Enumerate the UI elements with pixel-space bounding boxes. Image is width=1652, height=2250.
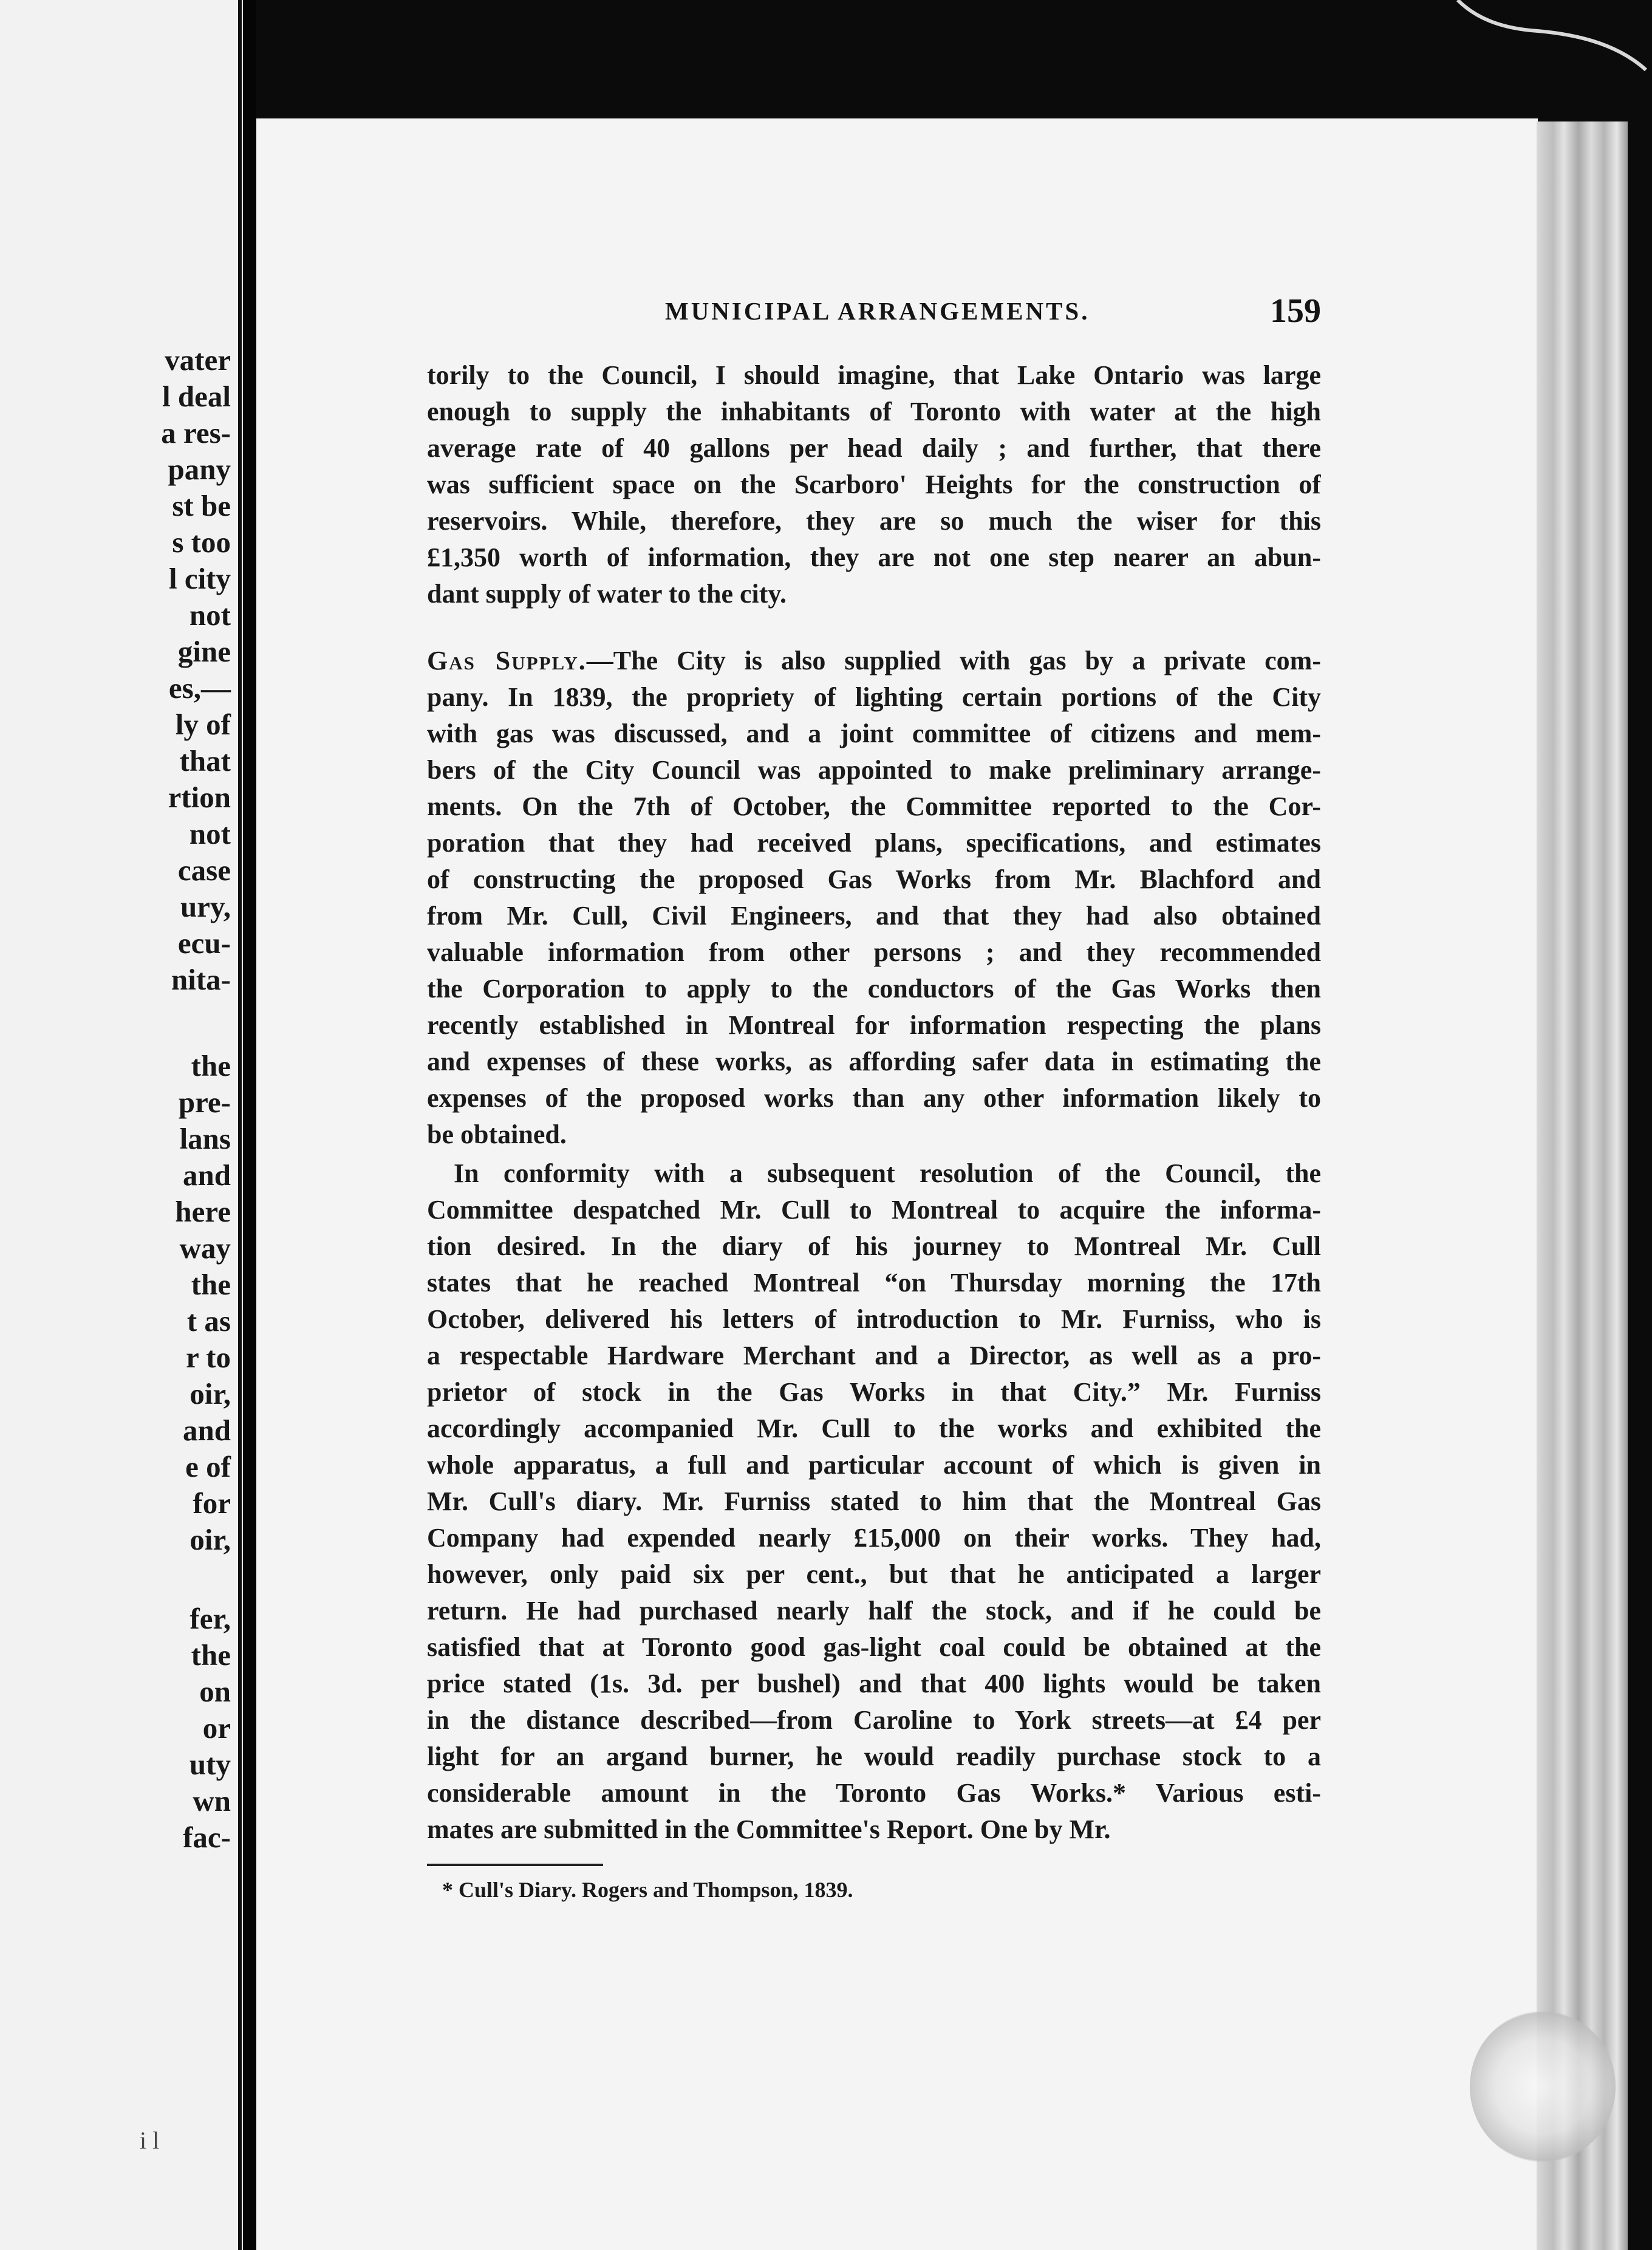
left-page-fragment: wn bbox=[193, 1784, 231, 1817]
text-line: Company had expended nearly £15,000 on their works. They had, bbox=[427, 1523, 1321, 1553]
left-page-fragment: for bbox=[193, 1486, 231, 1520]
text-line: Mr. Cull's diary. Mr. Furniss stated to him that the Montreal Gas bbox=[427, 1486, 1321, 1516]
paragraph-gas-supply bbox=[427, 643, 1321, 1153]
text-line: valuable information from other persons ; and they recommended bbox=[427, 937, 1321, 967]
text-line: with gas was discussed, and a joint committee of citizens and mem- bbox=[427, 719, 1321, 748]
text-line: poration that they had received plans, specifications, and estimates bbox=[427, 828, 1321, 858]
left-page-fragment: e of bbox=[185, 1450, 231, 1483]
text-line: in the distance described—from Caroline to York streets—at £4 per bbox=[427, 1705, 1321, 1735]
text-line: prietor of stock in the Gas Works in that City.” Mr. Furniss bbox=[427, 1377, 1321, 1407]
text-line: dant supply of water to the city. bbox=[427, 579, 787, 609]
text-line: ments. On the 7th of October, the Committee reported to the Cor- bbox=[427, 792, 1321, 821]
text-line: accordingly accompanied Mr. Cull to the works and exhibited the bbox=[427, 1414, 1321, 1443]
left-page-fragment: fac- bbox=[183, 1821, 231, 1854]
left-page-fragment: l deal bbox=[162, 380, 231, 413]
left-page-fragment: lans bbox=[179, 1122, 231, 1155]
text-line: considerable amount in the Toronto Gas Works.* Various esti- bbox=[427, 1778, 1321, 1808]
left-page-fragment: on bbox=[199, 1675, 231, 1708]
left-page-fragment: gine bbox=[177, 635, 231, 668]
text-line: average rate of 40 gallons per head daily ; and further, that there bbox=[427, 433, 1321, 463]
text-line: enough to supply the inhabitants of Toronto with water at the high bbox=[427, 397, 1321, 426]
text-line: bers of the City Council was appointed to make preliminary arrange- bbox=[427, 755, 1321, 785]
text-line: £1,350 worth of information, they are not one step nearer an abun- bbox=[427, 542, 1321, 572]
page-number: 159 bbox=[1270, 292, 1321, 330]
text-line: the Corporation to apply to the conductors of the Gas Works then bbox=[427, 974, 1321, 1004]
left-page-fragment: here bbox=[175, 1195, 231, 1228]
left-page-fragment: oir, bbox=[189, 1523, 231, 1556]
text-line: price stated (1s. 3d. per bushel) and that 400 lights would be taken bbox=[427, 1669, 1321, 1698]
text-line: of constructing the proposed Gas Works from Mr. Blachford and bbox=[427, 864, 1321, 894]
bottom-marks: i l bbox=[140, 2127, 160, 2154]
text-line: torily to the Council, I should imagine, that Lake Ontario was large bbox=[427, 360, 1321, 390]
text-line: satisfied that at Toronto good gas-light coal could be obtained at the bbox=[427, 1632, 1321, 1662]
left-page-fragment: l city bbox=[168, 562, 231, 595]
left-page-fragment: es,— bbox=[168, 671, 231, 705]
left-page-fragment: that bbox=[179, 744, 231, 778]
footnote: * Cull's Diary. Rogers and Thompson, 1839. bbox=[442, 1878, 853, 1902]
left-page-fragment: vater bbox=[165, 343, 231, 377]
paragraph-conformity bbox=[427, 1155, 1321, 1848]
text-line: light for an argand burner, he would readily purchase stock to a bbox=[427, 1742, 1321, 1771]
left-page-fragment: nita- bbox=[171, 963, 231, 996]
left-page-fragment: the bbox=[191, 1049, 231, 1082]
left-page-fragment: r to bbox=[186, 1341, 231, 1374]
left-page-fragment: not bbox=[189, 817, 231, 850]
text-line: pany. In 1839, the propriety of lighting certain portions of the City bbox=[427, 682, 1321, 712]
left-page-fragment: and bbox=[182, 1414, 231, 1447]
text-line: expenses of the proposed works than any other information likely to bbox=[427, 1083, 1321, 1113]
page-header bbox=[665, 292, 1321, 333]
left-page-fragment: the bbox=[191, 1268, 231, 1301]
left-page-fragment: ecu- bbox=[177, 926, 231, 960]
corner-scratch-mark bbox=[1452, 0, 1652, 73]
left-page-edge bbox=[238, 0, 242, 2250]
text-line: and expenses of these works, as affording safer data in estimating the bbox=[427, 1047, 1321, 1076]
text-line: Gas Supply.—The City is also supplied with gas by a private com- bbox=[427, 646, 1321, 675]
text-line: reservoirs. While, therefore, they are so much the wiser for this bbox=[427, 506, 1321, 536]
left-facing-page bbox=[0, 0, 243, 2250]
text-line: October, delivered his letters of introduction to Mr. Furniss, who is bbox=[427, 1304, 1321, 1334]
left-page-fragment: pre- bbox=[178, 1086, 231, 1119]
text-line: from Mr. Cull, Civil Engineers, and that they had also obtained bbox=[427, 901, 1321, 931]
left-page-fragment: and bbox=[182, 1158, 231, 1192]
left-page-fragment: way bbox=[179, 1231, 231, 1265]
left-page-fragment: fer, bbox=[189, 1602, 231, 1635]
text-line: however, only paid six per cent., but that he anticipated a larger bbox=[427, 1559, 1321, 1589]
left-page-fragment: t as bbox=[186, 1304, 231, 1338]
left-page-fragment: rtion bbox=[168, 781, 231, 814]
left-page-fragment: ly of bbox=[175, 708, 231, 741]
footnote-rule bbox=[427, 1864, 603, 1866]
body-text bbox=[427, 357, 1321, 1848]
page-edges bbox=[1537, 121, 1628, 2250]
text-line: In conformity with a subsequent resolution of the Council, the bbox=[454, 1158, 1321, 1188]
left-page-fragment: ury, bbox=[180, 890, 231, 923]
left-page-fragment: or bbox=[202, 1711, 231, 1745]
text-line: whole apparatus, a full and particular account of which is given in bbox=[427, 1450, 1321, 1480]
left-page-fragment: uty bbox=[189, 1748, 231, 1781]
text-line: a respectable Hardware Merchant and a Director, as well as a pro- bbox=[427, 1341, 1321, 1370]
text-line: recently established in Montreal for information respecting the plans bbox=[427, 1010, 1321, 1040]
text-line: be obtained. bbox=[427, 1120, 567, 1149]
text-line: states that he reached Montreal “on Thursday morning the 17th bbox=[427, 1268, 1321, 1298]
text-line: was sufficient space on the Scarboro' Heights for the construction of bbox=[427, 470, 1321, 499]
left-page-fragment: oir, bbox=[189, 1377, 231, 1411]
text-line: mates are submitted in the Committee's Report. One by Mr. bbox=[427, 1814, 1111, 1844]
text-line: return. He had purchased nearly half the stock, and if he could be bbox=[427, 1596, 1321, 1626]
left-page-fragment: a res- bbox=[161, 416, 231, 450]
text-line: tion desired. In the diary of his journey to Montreal Mr. Cull bbox=[427, 1231, 1321, 1261]
left-page-fragment: st be bbox=[172, 489, 231, 522]
book-gutter bbox=[243, 0, 256, 2250]
left-page-fragment: not bbox=[189, 598, 231, 632]
library-stamp bbox=[1470, 2011, 1616, 2163]
left-page-fragment: case bbox=[177, 853, 231, 887]
section-heading: Gas Supply. bbox=[427, 646, 587, 675]
left-page-fragment: pany bbox=[168, 453, 231, 486]
paragraph-water-supply bbox=[427, 357, 1321, 612]
left-page-fragment: s too bbox=[172, 525, 231, 559]
left-page-fragment: the bbox=[191, 1638, 231, 1672]
running-head: MUNICIPAL ARRANGEMENTS. bbox=[665, 297, 1090, 325]
text-line: Committee despatched Mr. Cull to Montreal to acquire the informa- bbox=[427, 1195, 1321, 1225]
